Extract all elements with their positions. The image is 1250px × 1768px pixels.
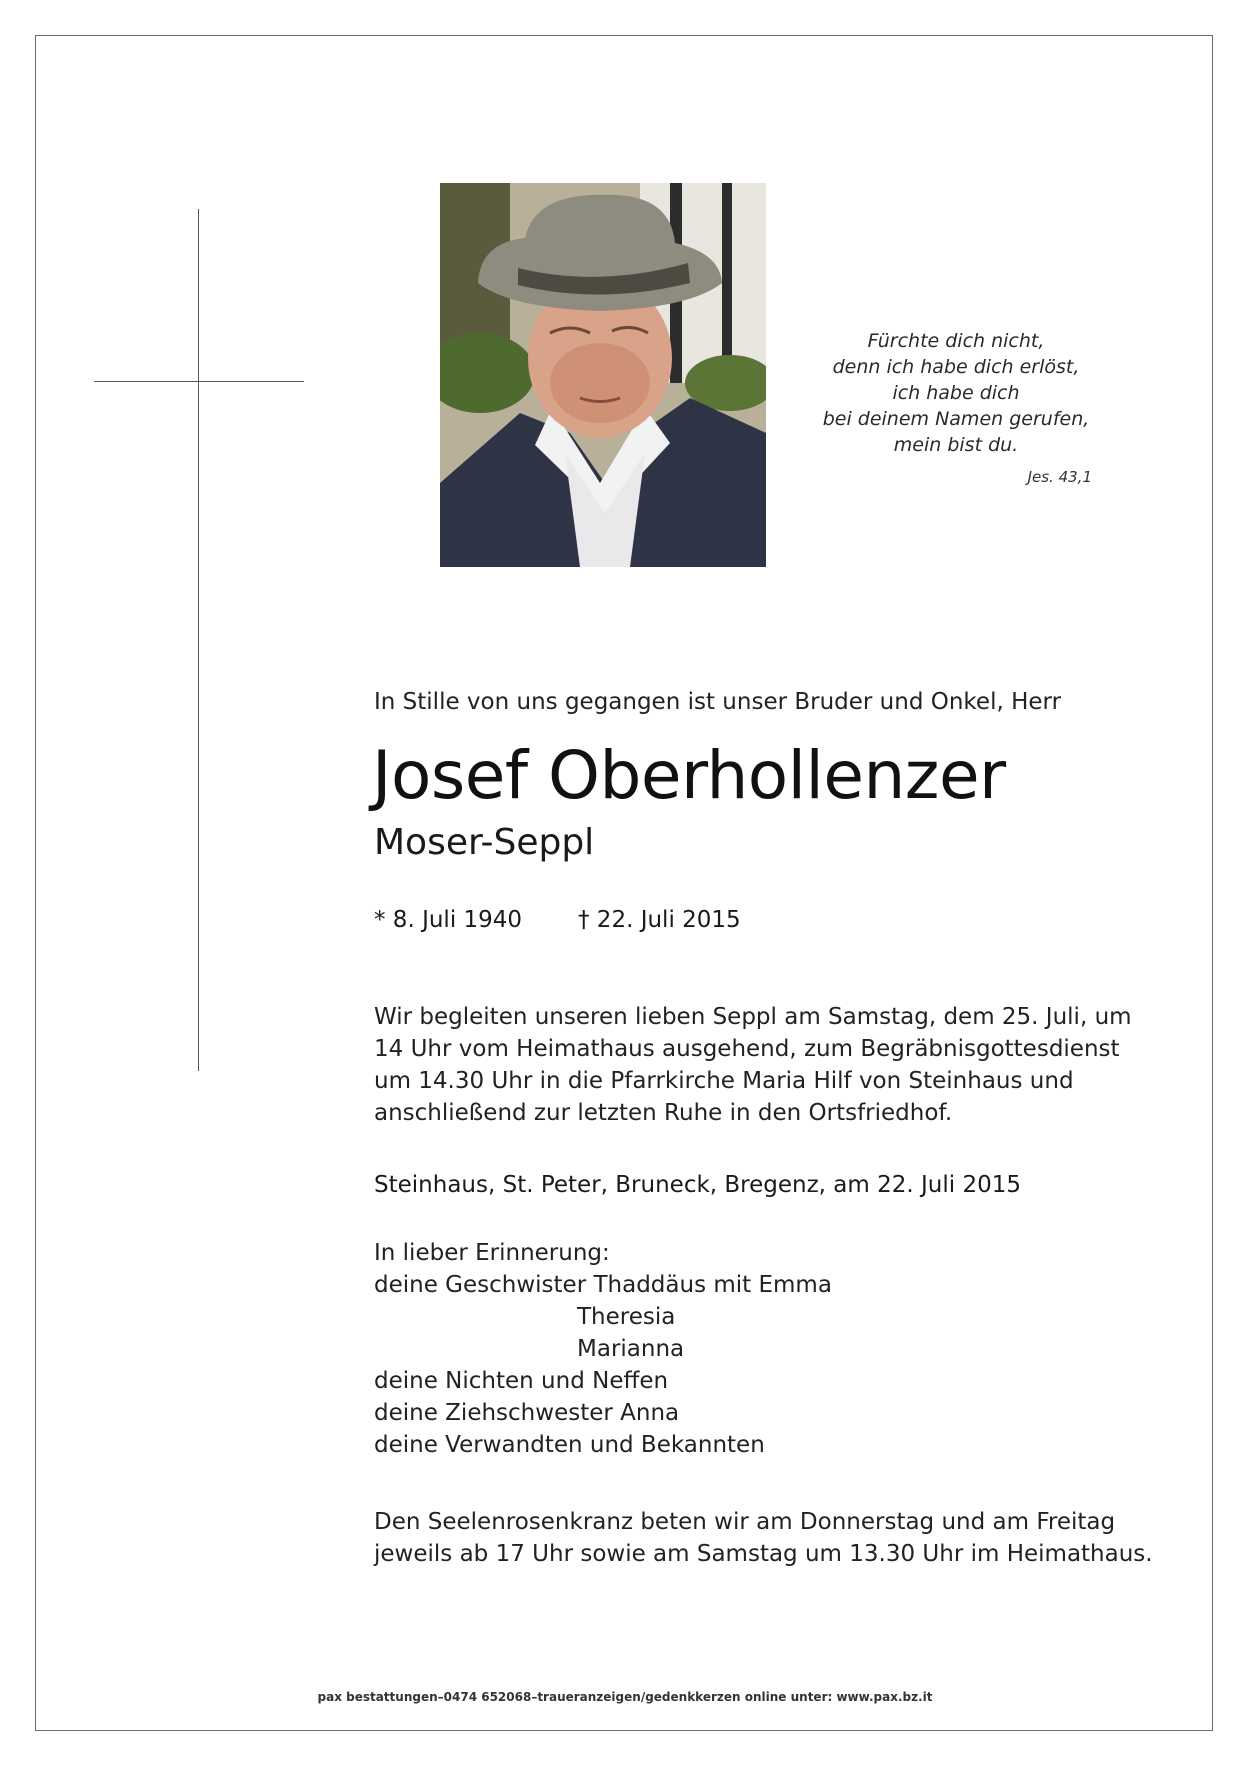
cross-horizontal-line	[94, 381, 304, 382]
verse-reference: Jes. 43,1	[1027, 468, 1092, 486]
birth-date: * 8. Juli 1940	[374, 907, 523, 933]
verse-line: mein bist du.	[893, 434, 1019, 456]
death-date: † 22. Juli 2015	[578, 907, 741, 933]
rosary-line: jeweils ab 17 Uhr sowie am Samstag um 13.30 Uhr im Heimathaus.	[374, 1541, 1153, 1567]
mourner-group: deine Nichten und Neffen	[374, 1368, 669, 1394]
place-date: Steinhaus, St. Peter, Bruneck, Bregenz, am 22. Juli 2015	[374, 1172, 1021, 1198]
deceased-nickname: Moser-Seppl	[374, 822, 595, 863]
deceased-name: Josef Oberhollenzer	[372, 737, 1006, 814]
footer-text: pax bestattungen–0474 652068–traueranzeigen/gedenkkerzen online unter: www.pax.bz.it	[317, 1690, 933, 1704]
funeral-line: um 14.30 Uhr in die Pfarrkirche Maria Hilf von Steinhaus und	[374, 1068, 1074, 1094]
mourners-list	[374, 1237, 1114, 1461]
mourner-group: deine Verwandten und Bekannten	[374, 1432, 765, 1458]
funeral-line: Wir begleiten unseren lieben Seppl am Samstag, dem 25. Juli, um	[374, 1004, 1132, 1030]
verse-line: bei deinem Namen gerufen,	[822, 408, 1090, 430]
memory-heading: In lieber Erinnerung:	[374, 1240, 610, 1266]
mourner-sibling: Theresia	[577, 1304, 676, 1330]
mourner-sibling: Marianna	[577, 1336, 685, 1362]
bible-verse	[820, 328, 1092, 458]
cross-vertical-line	[198, 209, 199, 1071]
verse-line: denn ich habe dich erlöst,	[832, 356, 1080, 378]
funeral-line: 14 Uhr vom Heimathaus ausgehend, zum Begräbnisgottesdienst	[374, 1036, 1120, 1062]
funeral-info	[374, 1001, 1132, 1129]
portrait-photo	[440, 183, 766, 567]
rosary-line: Den Seelenrosenkranz beten wir am Donnerstag und am Freitag	[374, 1509, 1116, 1535]
rosary-info	[374, 1506, 1153, 1570]
mourner-group: deine Ziehschwester Anna	[374, 1400, 680, 1426]
verse-line: Fürchte dich nicht,	[867, 330, 1045, 352]
mourner-siblings: deine Geschwister Thaddäus mit Emma	[374, 1272, 832, 1298]
funeral-line: anschließend zur letzten Ruhe in den Ortsfriedhof.	[374, 1100, 953, 1126]
intro-text: In Stille von uns gegangen ist unser Bruder und Onkel, Herr	[374, 689, 1062, 715]
verse-line: ich habe dich	[892, 382, 1020, 404]
